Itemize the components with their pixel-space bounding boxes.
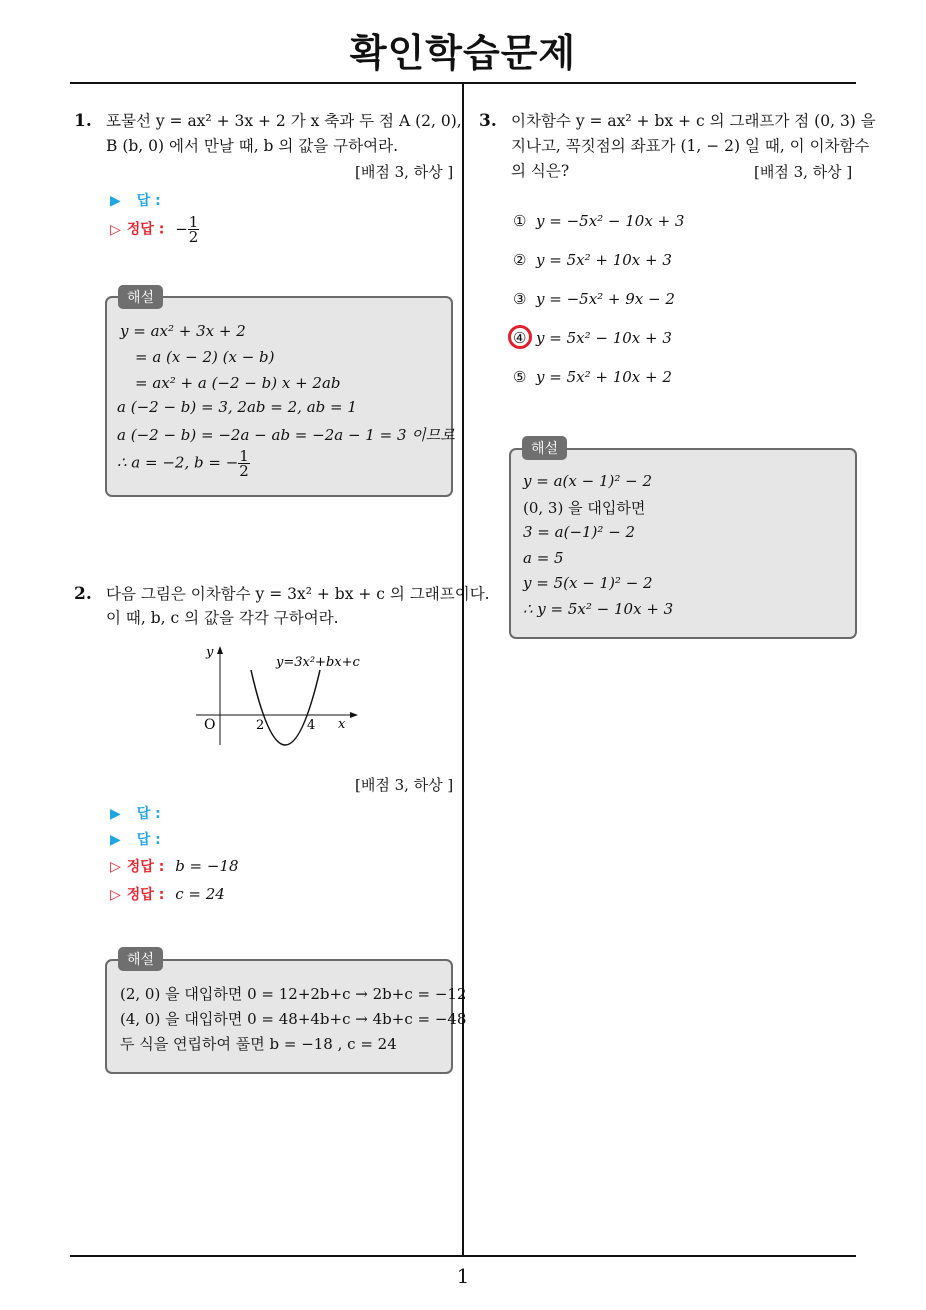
solution-line: (4, 0) 을 대입하면 0 = 48+4b+c → 4b+c = −48 bbox=[120, 1010, 467, 1028]
correct-label: 정답 : bbox=[126, 859, 165, 875]
page-number: 1 bbox=[456, 1264, 470, 1288]
tick-label: 4 bbox=[307, 718, 316, 733]
question-number: 2. bbox=[74, 584, 92, 604]
answer-label: 답 : bbox=[136, 806, 161, 822]
tick-label: 2 bbox=[256, 718, 265, 733]
solution-line: ∴ y = 5x² − 10x + 3 bbox=[523, 600, 674, 618]
question-number: 1. bbox=[74, 111, 92, 131]
play-icon: ▶ bbox=[110, 193, 121, 209]
solution-box bbox=[105, 959, 467, 1074]
outline-play-icon: ▷ bbox=[110, 221, 121, 238]
choice-1[interactable]: ① y = −5x² − 10x + 3 bbox=[513, 212, 685, 230]
solution-line: ∴ a = −2, b = − $\frac{1}{2}$ bbox=[117, 447, 249, 480]
y-axis-arrow-icon bbox=[217, 646, 223, 654]
answer-label: 답 : bbox=[136, 193, 161, 209]
selected-answer-circle-icon bbox=[508, 325, 532, 349]
correct-answer-row bbox=[110, 884, 225, 904]
bottom-rule bbox=[70, 1255, 856, 1257]
solution-line: (0, 3) 을 대입하면 bbox=[523, 499, 646, 517]
correct-label: 정답 : bbox=[126, 221, 165, 238]
solution-box bbox=[105, 296, 453, 497]
question-line: 다음 그림은 이차함수 y = 3x² + bx + c 의 그래프이다. bbox=[106, 585, 490, 603]
question-line: 포물선 y = ax² + 3x + 2 가 x 축과 두 점 A (2, 0), bbox=[106, 112, 462, 130]
correct-answer-row bbox=[110, 215, 199, 244]
parabola-graph bbox=[190, 640, 370, 755]
choice-4[interactable]: ④ y = 5x² − 10x + 3 bbox=[513, 329, 672, 347]
correct-value: c = 24 bbox=[175, 885, 225, 903]
score-label: [배점 3, 하상 ] bbox=[355, 163, 454, 181]
question-line: 의 식은? bbox=[511, 162, 570, 180]
solution-line: = ax² + a (−2 − b) x + 2ab bbox=[135, 374, 341, 392]
answer-label: 답 : bbox=[136, 832, 161, 848]
outline-play-icon: ▷ bbox=[110, 859, 121, 875]
answer-row bbox=[110, 829, 161, 849]
solution-line: y = ax² + 3x + 2 bbox=[120, 322, 246, 340]
fraction: $\frac{1}{2}$ bbox=[239, 447, 249, 480]
choice-5[interactable]: ⑤ y = 5x² + 10x + 2 bbox=[513, 368, 672, 386]
question-number: 3. bbox=[479, 111, 497, 131]
solution-line: y = 5(x − 1)² − 2 bbox=[523, 574, 653, 592]
y-axis-label: y bbox=[206, 645, 214, 660]
solution-box bbox=[509, 448, 857, 639]
correct-value: b = −18 bbox=[175, 857, 239, 875]
outline-play-icon: ▷ bbox=[110, 887, 121, 903]
parabola-curve bbox=[251, 670, 320, 745]
fraction: $\frac{1}{2}$ bbox=[188, 213, 199, 246]
x-axis-label: x bbox=[338, 717, 346, 732]
solution-tag: 해설 bbox=[522, 436, 567, 460]
answer-row bbox=[110, 803, 161, 823]
solution-line: a (−2 − b) = −2a − ab = −2a − 1 = 3 이므로 bbox=[117, 426, 455, 444]
solution-line: (2, 0) 을 대입하면 0 = 12+2b+c → 2b+c = −12 bbox=[120, 985, 467, 1003]
correct-answer-row bbox=[110, 856, 239, 876]
question-line: 이 때, b, c 의 값을 각각 구하여라. bbox=[106, 609, 339, 627]
play-icon: ▶ bbox=[110, 832, 121, 848]
question-line: 지나고, 꼭짓점의 좌표가 (1, − 2) 일 때, 이 이차함수 bbox=[511, 137, 870, 155]
x-axis-arrow-icon bbox=[350, 712, 358, 718]
solution-tag: 해설 bbox=[118, 947, 163, 971]
question-line: 이차함수 y = ax² + bx + c 의 그래프가 점 (0, 3) 을 bbox=[511, 112, 876, 130]
solution-line: 두 식을 연립하여 풀면 b = −18 , c = 24 bbox=[120, 1035, 397, 1053]
column-divider bbox=[462, 84, 464, 1257]
solution-line: a (−2 − b) = 3, 2ab = 2, ab = 1 bbox=[117, 398, 357, 416]
play-icon: ▶ bbox=[110, 806, 121, 822]
solution-line: a = 5 bbox=[523, 549, 564, 567]
solution-line: = a (x − 2) (x − b) bbox=[135, 348, 275, 366]
solution-line: y = a(x − 1)² − 2 bbox=[523, 472, 652, 490]
answer-row bbox=[110, 190, 161, 210]
solution-tag: 해설 bbox=[118, 285, 163, 309]
origin-label: O bbox=[204, 717, 216, 733]
score-label: [배점 3, 하상 ] bbox=[355, 776, 454, 794]
page-title: 확인학습문제 bbox=[349, 31, 577, 75]
score-label: [배점 3, 하상 ] bbox=[754, 163, 853, 181]
choice-2[interactable]: ② y = 5x² + 10x + 3 bbox=[513, 251, 672, 269]
choice-3[interactable]: ③ y = −5x² + 9x − 2 bbox=[513, 290, 675, 308]
correct-value: − $\frac{1}{2}$ bbox=[175, 213, 199, 246]
solution-line: 3 = a(−1)² − 2 bbox=[523, 523, 636, 541]
correct-label: 정답 : bbox=[126, 887, 165, 903]
curve-label: y=3x²+bx+c bbox=[276, 655, 360, 670]
question-line: B (b, 0) 에서 만날 때, b 의 값을 구하여라. bbox=[106, 137, 398, 155]
